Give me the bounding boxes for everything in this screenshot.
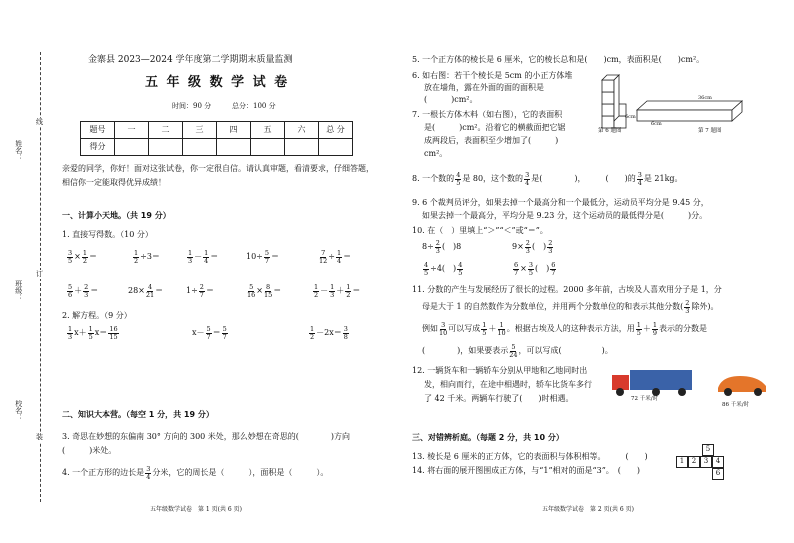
class-label: 班级： [14, 280, 23, 301]
cmp-2: 9× $\frac{2}{3}$ ( ) $\frac{2}{3}$ [512, 239, 553, 255]
cmp-4: $\frac{6}{7}$ × $\frac{3}{5}$ ( ) $\frac{6}{7}$ [514, 261, 556, 277]
page-title: 五 年 级 数 学 试 卷 [145, 75, 290, 90]
score-cell[interactable] [115, 139, 149, 156]
q6-text-3: ( )cm²。 [424, 95, 478, 104]
q1-title: 1. 直接写得数。（10 分） [62, 230, 153, 239]
q6-text-1: 6. 如右图：若干个棱长是 5cm 的小正方体堆 [412, 71, 573, 80]
q11-text-4: ( )，如果要表示 $\frac{5}{24}$ ，可以写成( )。 [422, 343, 613, 359]
eq-2: x－ $\frac{5}{7}$ ＝ $\frac{5}{7}$ [192, 325, 227, 341]
q13-text: 13. 棱长是 6 厘米的正方体，它的表面积与体积相等。 ( ) [412, 452, 648, 461]
score-table: 题号 一 二 三 四 五 六 总 分 得分 [80, 121, 353, 156]
q6-text-2: 放在墙角，露在外面的面的面积是 [424, 83, 544, 92]
footer-page-2: 五年级数学试卷 第 2 页(共 6 页) [542, 506, 634, 513]
q3-text-2: ( )米处。 [62, 446, 117, 455]
q10-text: 10. 在（ ）里填上“＞”“＜”或“＝”。 [412, 226, 548, 235]
q12-text-3: 了 42 千米。两辆车行驶了( )时相遇。 [424, 394, 574, 403]
q11-text-1: 11. 分数的产生与发展经历了很长的过程。2000 多年前，古埃及人喜欢用分子是 1，分 [412, 285, 722, 294]
calc-8: 1÷ $\frac{2}{7}$ ＝ [186, 283, 214, 299]
time-info: 时间：90 分 [172, 102, 212, 110]
width-label: 6cm [625, 114, 636, 120]
calc-2: $\frac{1}{2}$ ÷3＝ [134, 249, 160, 265]
q5-text: 5. 一个正方体的棱长是 6 厘米，它的棱长总和是( )cm，表面积是( )cm²。 [412, 55, 705, 64]
q11-text-3: 例如 $\frac{3}{10}$ 可以写成 $\frac{1}{5}$ ＋ $\frac{1}{10}$ 。根据古埃及人的这种表示方法，用 $\frac{1}{5}$ ＋ $\frac{1}{9}$ 表示的分数是 [422, 321, 707, 337]
q9-text-1: 9. 6 个裁判员评分，如果去掉一个最高分和一个最低分，运动员平均分是 9.45 分， [412, 198, 709, 207]
calc-6: $\frac{5}{6}$ ＋ $\frac{2}{3}$ ＝ [68, 283, 99, 299]
seal-line: 线 [36, 118, 43, 126]
calc-7: 28× $\frac{4}{21}$ ＝ [128, 283, 164, 299]
exam-header: 金寨县 2023—2024 学年度第二学期期末质量监测 [88, 55, 293, 65]
q3-text-1: 3. 奇思在妙想的东偏南 30° 方向的 300 米处，那么妙想在奇思的( )方向 [62, 432, 351, 441]
section-3-title: 三、对错辨析庭。（每题 2 分，共 10 分） [412, 433, 564, 442]
section-1-title: 一、计算小天地。（共 19 分） [62, 211, 171, 220]
cmp-1: 8÷ $\frac{2}{3}$ ( )8 [422, 239, 462, 255]
score-info: 总分：100 分 [232, 102, 276, 110]
calc-10: $\frac{1}{2}$ － $\frac{1}{3}$ ＋ $\frac{1}{2}$ ＝ [314, 283, 361, 299]
calc-1: $\frac{3}{5}$ × $\frac{1}{2}$ ＝ [68, 249, 97, 265]
q12-text-2: 发，相向而行，在途中相遇时，轿车比货车多行 [424, 380, 592, 389]
length-label: 36cm [698, 95, 712, 101]
eq-3: $\frac{1}{2}$ －2x＝ $\frac{3}{8}$ [310, 325, 348, 341]
q11-text-2: 母是大于 1 的自然数作为分数单位，并用两个分数单位的和表示其他分数( $\frac{2}{3}$ 除外)。 [422, 299, 719, 315]
q2-title: 2. 解方程。（9 分） [62, 311, 132, 320]
calc-5: $\frac{7}{12}$ ÷ $\frac{1}{4}$ ＝ [319, 249, 352, 265]
q4-text: 4. 一个正方形的边长是 $\frac{3}{4}$ 分米，它的周长是（ ），面积是（ ）。 [62, 465, 329, 481]
name-label: 姓名： [14, 140, 23, 161]
q7-text-3: 成两段后，表面积至少增加了( ) [424, 136, 559, 145]
q12-text-1: 12. 一辆货车和一辆轿车分别从甲地和乙地同时出 [412, 366, 588, 375]
q7-text-1: 7. 一根长方体木料（如右图），它的表面积 [412, 110, 563, 119]
seal-bind: 订 [36, 270, 43, 278]
q7-text-2: 是( )cm²。沿着它的横截面把它锯 [424, 123, 566, 132]
cmp-3: $\frac{4}{5}$ ÷4( ) $\frac{4}{5}$ [424, 261, 463, 277]
seal-pack: 装 [36, 433, 43, 441]
q8-text: 8. 一个数的 $\frac{4}{5}$ 是 80，这个数的 $\frac{3}{4}$ 是( )， ( )的 $\frac{3}{4}$ 是 21kg。 [412, 171, 683, 187]
car-speed: 86 千米/时 [722, 402, 750, 408]
fig6-caption: 第 6 题图 [598, 128, 622, 134]
calc-3: $\frac{1}{3}$ － $\frac{1}{4}$ ＝ [188, 249, 219, 265]
q9-text-2: 如果去掉一个最高分，平均分是 9.23 分，这个运动员的最低得分是( )分。 [422, 211, 708, 220]
school-label: 校名： [14, 400, 23, 421]
height-label: 6cm [651, 121, 662, 127]
q14-text: 14. 将右面的展开图围成正方体，与“1”相对的面是“3”。 ( ) [412, 466, 641, 475]
fig7-caption: 第 7 题图 [698, 128, 722, 134]
q7-text-4: cm²。 [424, 149, 448, 158]
section-2-title: 二、知识大本营。（每空 1 分，共 19 分） [62, 410, 214, 419]
calc-9: $\frac{5}{16}$ × $\frac{8}{15}$ ＝ [247, 283, 282, 299]
intro-text: 亲爱的同学，你好！面对这张试卷，你一定很自信。请认真审题，看清要求，仔细答题，相信你一定能取得优异成绩！ [62, 164, 374, 187]
eq-1: $\frac{1}{3}$ x＋ $\frac{1}{5}$ x＝ $\frac{16}{15}$ [68, 325, 118, 341]
footer-page-1: 五年级数学试卷 第 1 页(共 6 页) [150, 506, 242, 513]
truck-speed: 72 千米/时 [631, 396, 659, 402]
calc-4: 10÷ $\frac{5}{7}$ ＝ [246, 249, 280, 265]
